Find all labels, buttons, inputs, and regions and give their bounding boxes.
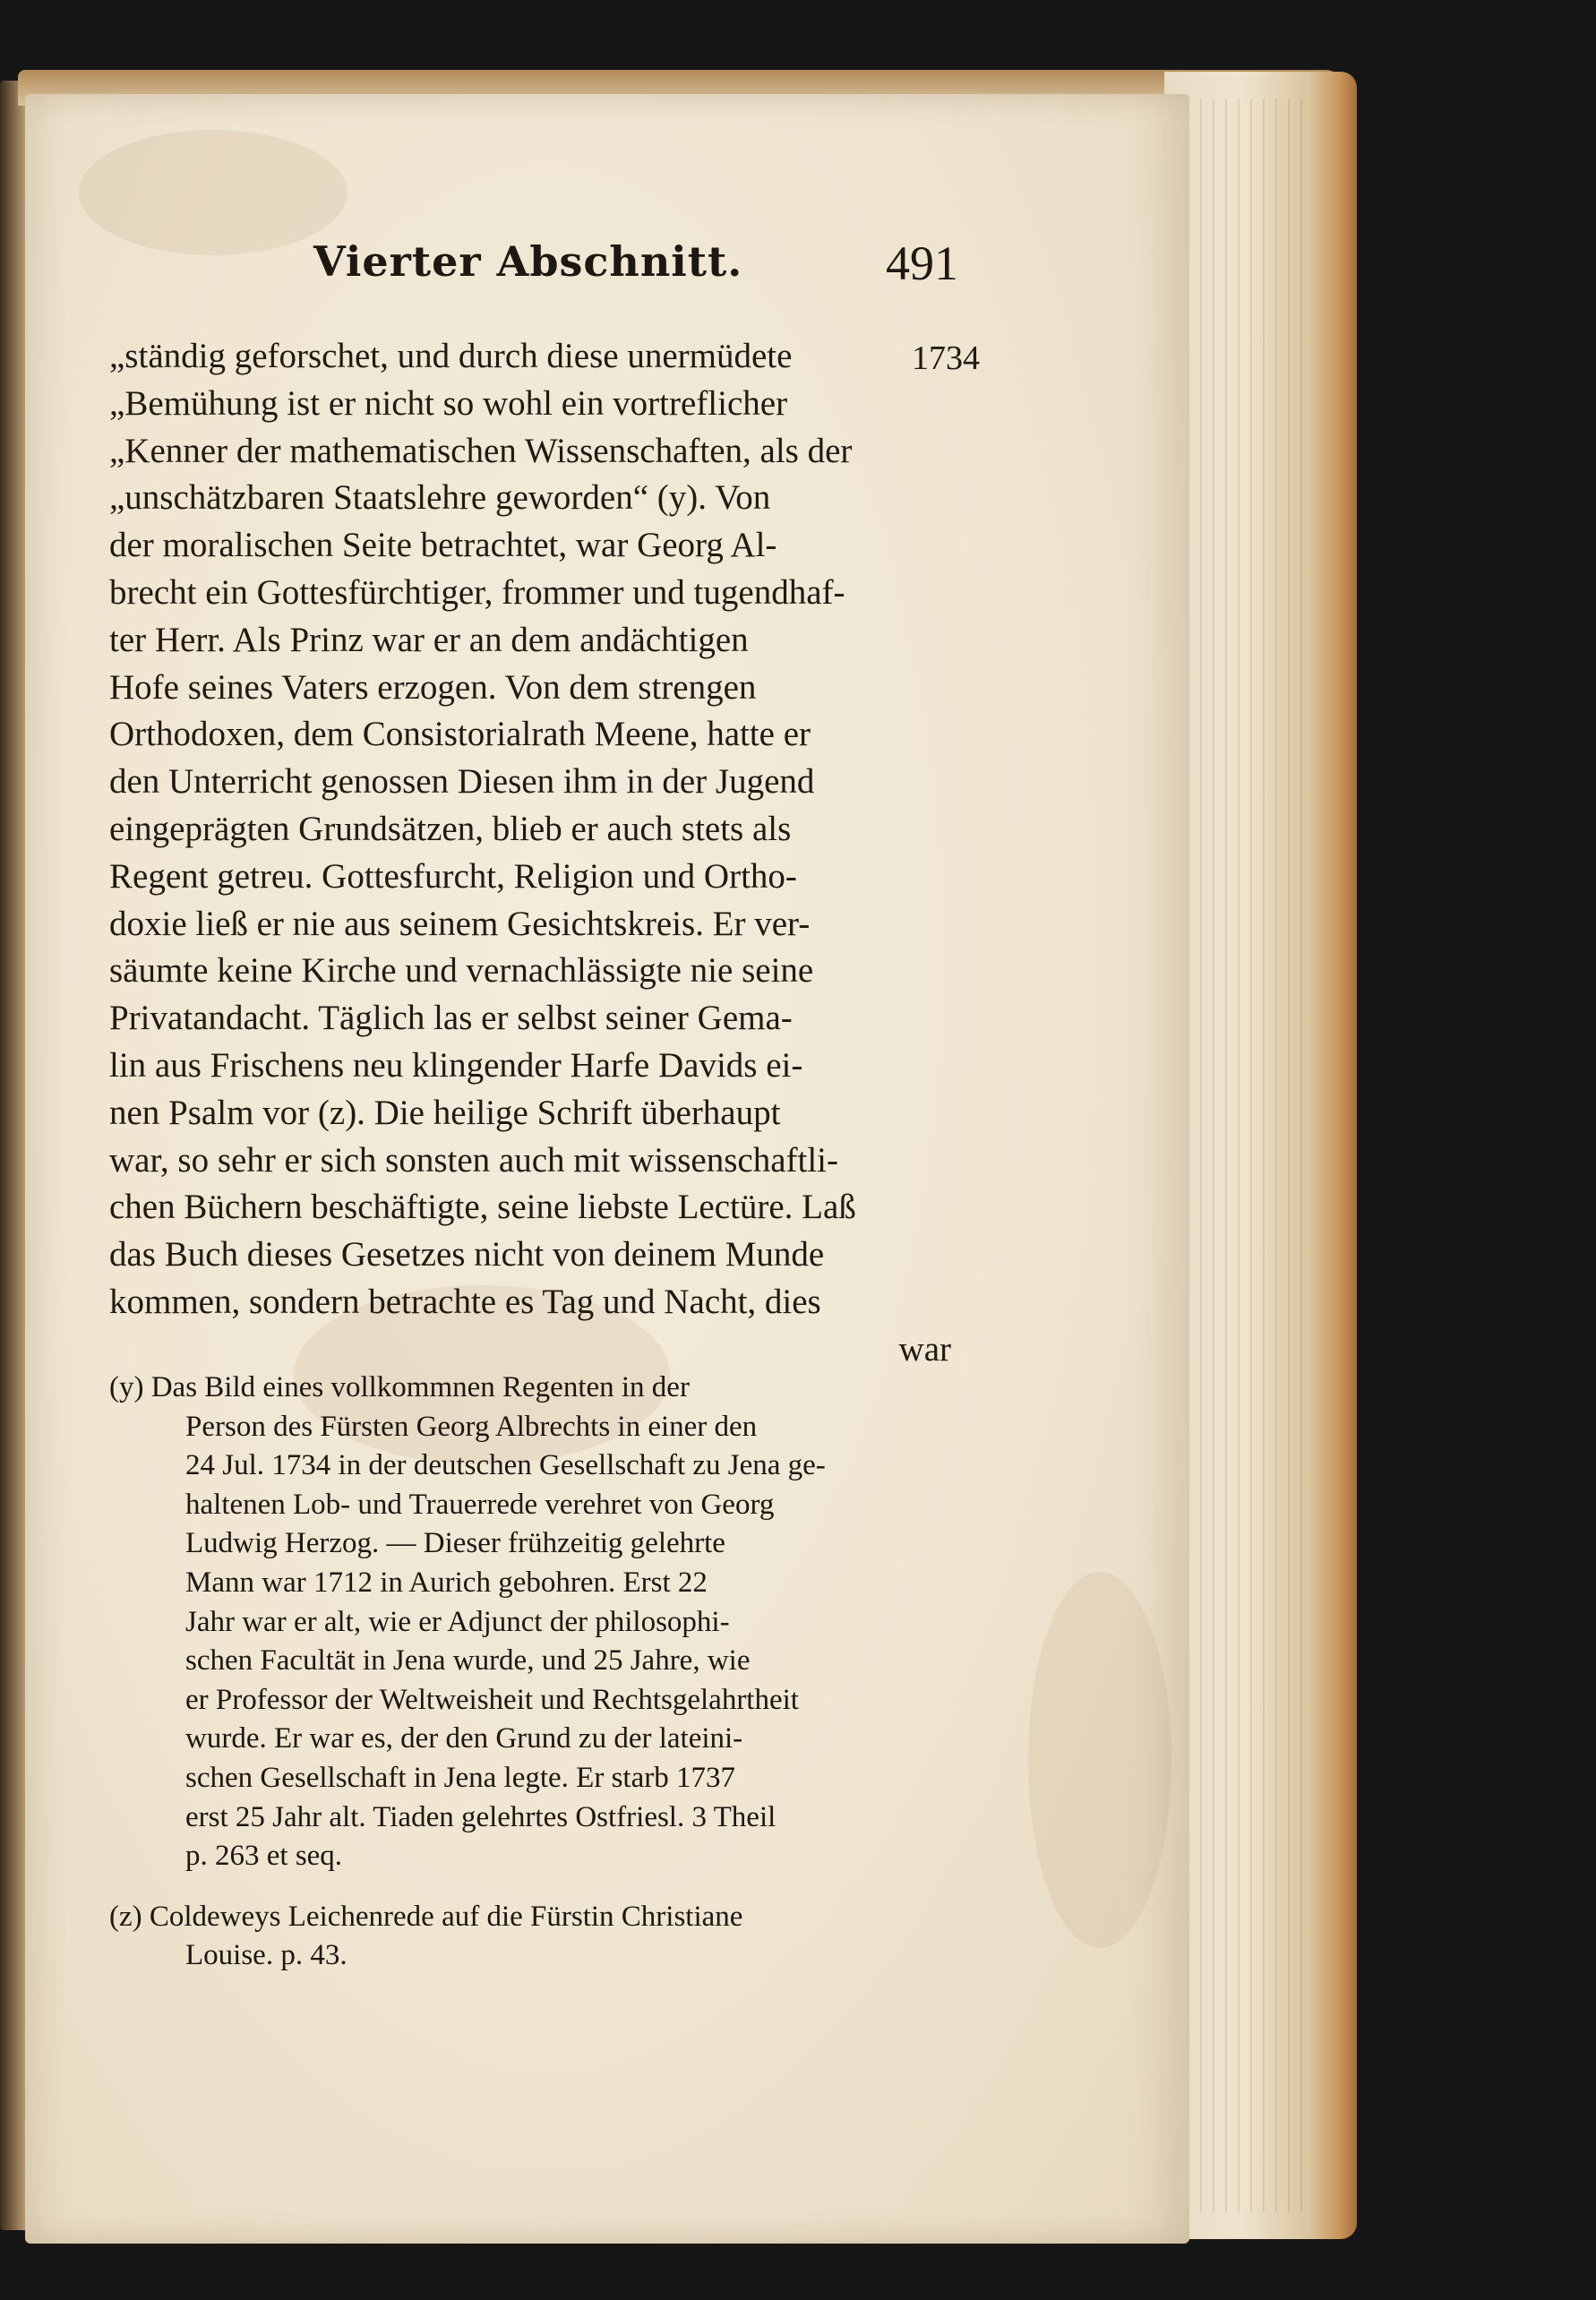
text-line: ter Herr. Als Prinz war er an dem andächtigen bbox=[109, 620, 749, 659]
text-line: doxie ließ er nie aus seinem Gesichtskreis. Er ver- bbox=[109, 904, 811, 943]
text-line: der moralischen Seite betrachtet, war Georg Al- bbox=[109, 526, 777, 565]
text-line: Hofe seines Vaters erzogen. Von dem strengen bbox=[109, 667, 757, 707]
text-line: „ständig geforschet, und durch diese unermüdete bbox=[109, 337, 793, 375]
footnote-y-line: p. 263 et seq. bbox=[185, 1840, 343, 1873]
text-line: den Unterricht genossen Diesen ihm in der Jugend bbox=[109, 762, 815, 802]
footnote-y-line: er Professor der Weltweisheit und Rechtsgelahrtheit bbox=[185, 1683, 799, 1716]
footnote-y-line: schen Gesellschaft in Jena legte. Er starb 1737 bbox=[185, 1761, 735, 1794]
text-line: Orthodoxen, dem Consistorialrath Meene, hatte er bbox=[109, 715, 811, 754]
text-line: nen Psalm vor (z). Die heilige Schrift überhaupt bbox=[109, 1093, 781, 1132]
page-number: 491 bbox=[886, 236, 958, 290]
footnote-y-line: Person des Fürsten Georg Albrechts in einer den bbox=[185, 1410, 758, 1443]
footnote-y-line: (y) Das Bild eines vollkommnen Regenten in der bbox=[109, 1371, 690, 1403]
text-line: eingeprägten Grundsätzen, blieb er auch stets als bbox=[109, 809, 792, 848]
text-line: Privatandacht. Täglich las er selbst seiner Gema- bbox=[109, 999, 793, 1038]
text-line: „unschätzbaren Staatslehre geworden“ (y). Von bbox=[109, 478, 771, 518]
text-line: säumte keine Kirche und vernachlässigte nie seine bbox=[109, 951, 814, 991]
text-line: „Bemühung ist er nicht so wohl ein vortreflicher bbox=[109, 383, 788, 423]
text-line: war, so sehr er sich sonsten auch mit wissenschaftli- bbox=[109, 1140, 838, 1180]
footnote-z-line: (z) Coldeweys Leichenrede auf die Fürstin Christiane bbox=[109, 1900, 743, 1933]
footnote-y-line: Jahr war er alt, wie er Adjunct der philosophi- bbox=[185, 1605, 730, 1638]
text-line: kommen, sondern betrachte es Tag und Nacht, dies bbox=[109, 1282, 821, 1321]
footnote-y-line: erst 25 Jahr alt. Tiaden gelehrtes Ostfriesl. 3 Theil bbox=[185, 1800, 777, 1833]
text-line: lin aus Frischens neu klingender Harfe Davids ei- bbox=[109, 1045, 803, 1085]
page-stack-edge bbox=[1164, 72, 1357, 2239]
page-header bbox=[313, 237, 958, 309]
text-line: chen Büchern beschäftigte, seine liebste Lectüre. Laß bbox=[109, 1188, 856, 1227]
footnote-z-line: Louise. p. 43. bbox=[185, 1939, 348, 1972]
footnote-y-line: Mann war 1712 in Aurich gebohren. Erst 22 bbox=[185, 1566, 708, 1599]
running-head: Vierter Abschnitt. bbox=[313, 237, 743, 286]
margin-year: 1734 bbox=[912, 339, 980, 377]
footnote-y-line: haltenen Lob- und Trauerrede verehret von Georg bbox=[185, 1488, 775, 1521]
text-line: das Buch dieses Gesetzes nicht von deinem Munde bbox=[109, 1235, 825, 1274]
text-line: brecht ein Gottesfürchtiger, frommer und tugendhaf- bbox=[109, 572, 845, 612]
footnote-y-line: wurde. Er war es, der den Grund zu der lateini- bbox=[185, 1722, 743, 1755]
text-line: Regent getreu. Gottesfurcht, Religion und Ortho- bbox=[109, 856, 797, 896]
footnote-y-line: 24 Jul. 1734 in der deutschen Gesellschaft zu Jena ge- bbox=[185, 1449, 826, 1482]
footnote-y-line: Ludwig Herzog. — Dieser frühzeitig gelehrte bbox=[185, 1527, 725, 1560]
footnote-y-line: schen Facultät in Jena wurde, und 25 Jahre, wie bbox=[185, 1644, 751, 1678]
text-line: „Kenner der mathematischen Wissenschaften, als der bbox=[109, 431, 853, 470]
footnotes bbox=[109, 1369, 951, 1976]
catchword: war bbox=[898, 1329, 951, 1369]
main-text bbox=[109, 333, 951, 1374]
